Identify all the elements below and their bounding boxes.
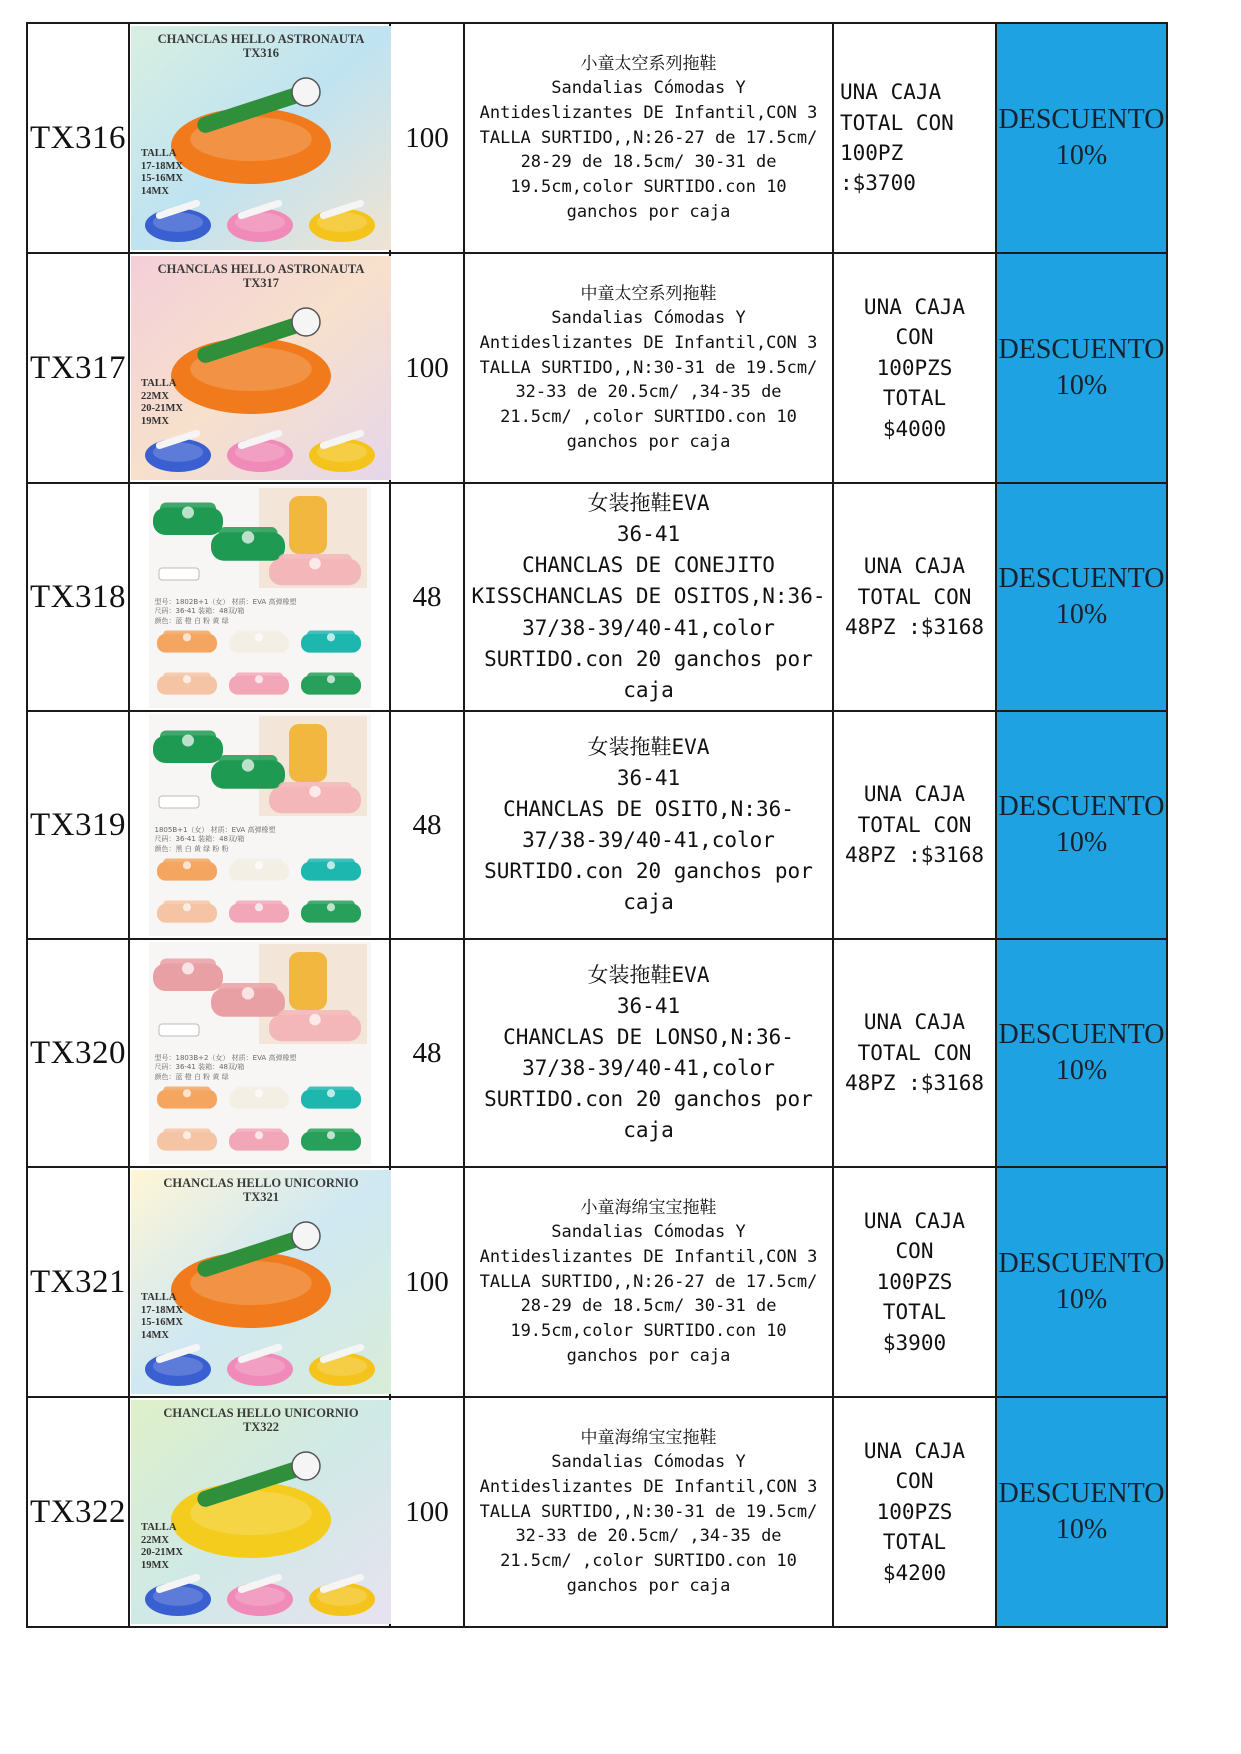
slide-shape: [153, 503, 223, 536]
discount-value: 10%: [1055, 1284, 1108, 1315]
slide-shape: [153, 959, 223, 992]
price-line: 100PZS TOTAL: [876, 1269, 953, 1325]
description-line: 中童太空系列拖鞋: [580, 283, 717, 304]
product-image: [149, 714, 371, 936]
description-line: 36-41: [616, 765, 681, 790]
product-description: [464, 1167, 833, 1397]
description-line: 36-41: [616, 993, 681, 1018]
description-line: 小童太空系列拖鞋: [580, 53, 717, 74]
description-line: ganchos por caja: [566, 431, 731, 452]
slide-shape: [157, 673, 217, 695]
discount-label: DESCUENTO: [998, 1477, 1165, 1509]
description-line: Sandalias Cómodas Y: [551, 308, 746, 329]
product-row: [27, 23, 1167, 253]
product-image: [149, 486, 371, 708]
price-line: UNA CAJA CON: [863, 294, 966, 350]
product-image-cell: [129, 939, 390, 1167]
price-line: 48PZ :$3168: [844, 843, 985, 868]
description-line: 36-41: [616, 522, 681, 547]
quantity: 48: [390, 939, 464, 1167]
poster-size-list: TALLA 17-18MX 15-16MX 14MX: [141, 1292, 183, 1341]
description-line: caja: [623, 1118, 674, 1143]
charm-icon: [292, 1222, 320, 1250]
description-line: 小童海绵宝宝拖鞋: [580, 1197, 717, 1218]
discount-value: 10%: [1055, 140, 1108, 171]
tag-icon: [159, 568, 199, 580]
foot-sock: [289, 496, 327, 554]
quantity: 100: [390, 1397, 464, 1627]
description-line: CHANCLAS DE OSITO,N:36-: [503, 796, 794, 821]
slide-shape: [211, 983, 285, 1017]
charm-icon: [292, 78, 320, 106]
description-line: Antideslizantes DE Infantil,CON 3: [479, 1247, 818, 1268]
product-image: [131, 1170, 391, 1394]
price-info: [833, 483, 996, 711]
poster-title-code: TX322: [242, 1420, 280, 1435]
discount-value: 10%: [1055, 827, 1108, 858]
product-image-cell: [129, 711, 390, 939]
description-line: CHANCLAS DE LONSO,N:36-: [503, 1024, 794, 1049]
price-info: [833, 23, 996, 253]
product-description: [464, 711, 833, 939]
catalog-sheet: [26, 22, 1166, 1628]
price-info: [833, 1167, 996, 1397]
description-line: 37/38-39/40-41,color: [522, 1056, 775, 1080]
spec-label: 1805B+1（女） 材质：EVA 高弹橡塑 尺码：36-41 装箱：48双/箱 颜色：黑 白 黄 绿 粉 粉: [154, 826, 276, 853]
slide-shape: [229, 1129, 289, 1151]
poster-title-line1: CHANCLAS HELLO UNICORNIO: [163, 1406, 359, 1420]
description-line: 21.5cm/ ,color SURTIDO.con 10: [500, 406, 797, 427]
price-line: UNA CAJA: [863, 1010, 966, 1035]
description-line: Antideslizantes DE Infantil,CON 3: [479, 1477, 818, 1498]
product-row: [27, 939, 1167, 1167]
price-info: [833, 939, 996, 1167]
price-text: [845, 779, 984, 870]
poster-size-list: TALLA 17-18MX 15-16MX 14MX: [141, 148, 183, 197]
foot-sock: [289, 952, 327, 1010]
description-line: TALLA SURTIDO,,N:30-31 de 19.5cm/: [479, 1501, 818, 1522]
product-image-cell: [129, 1397, 390, 1627]
poster-title: [131, 1176, 391, 1205]
description-line: ganchos por caja: [566, 1575, 731, 1596]
product-description: [464, 253, 833, 483]
product-code: TX320: [27, 939, 129, 1167]
spec-label: 型号：1802B+1（女） 材质：EVA 高弹橡塑 尺码：36-41 装箱：48双/箱 颜色：蓝 橙 白 粉 黄 绿: [154, 598, 297, 625]
description-line: ganchos por caja: [566, 201, 731, 222]
poster-title: [131, 1406, 391, 1435]
quantity: 100: [390, 23, 464, 253]
price-text: [840, 1436, 989, 1588]
description-line: TALLA SURTIDO,,N:30-31 de 19.5cm/: [479, 357, 818, 378]
quantity: 100: [390, 1167, 464, 1397]
foot-sock: [289, 724, 327, 782]
product-row: [27, 253, 1167, 483]
price-line: TOTAL CON: [857, 584, 972, 609]
price-info: [833, 1397, 996, 1627]
price-text: [840, 292, 989, 444]
description-line: 中童海绵宝宝拖鞋: [580, 1427, 717, 1448]
discount-badge: [996, 1167, 1167, 1397]
price-line: TOTAL CON: [840, 110, 954, 135]
product-image-cell: [129, 23, 390, 253]
product-table: [26, 22, 1168, 1628]
discount-value: 10%: [1055, 1055, 1108, 1086]
slide-shape: [301, 901, 361, 923]
slide-shape: [229, 1087, 289, 1109]
discount-badge: [996, 711, 1167, 939]
product-description: [464, 939, 833, 1167]
slide-shape: [211, 527, 285, 561]
product-row: [27, 1397, 1167, 1627]
quantity: 48: [390, 483, 464, 711]
discount-badge: [996, 939, 1167, 1167]
slide-shape: [157, 1129, 217, 1151]
price-line: UNA CAJA: [863, 554, 966, 579]
charm-icon: [292, 308, 320, 336]
product-image: [131, 26, 391, 250]
discount-badge: [996, 1397, 1167, 1627]
price-info: [833, 711, 996, 939]
description-line: SURTIDO.con 20 ganchos por: [484, 859, 813, 884]
price-line: 48PZ :$3168: [844, 615, 985, 640]
product-description: [464, 483, 833, 711]
description-line: Sandalias Cómodas Y: [551, 1452, 746, 1473]
price-text: [845, 551, 984, 642]
poster-title-line1: CHANCLAS HELLO ASTRONAUTA: [157, 262, 365, 276]
description-line: 21.5cm/ ,color SURTIDO.con 10: [500, 1550, 797, 1571]
description-line: CHANCLAS DE CONEJITO: [522, 553, 775, 578]
slide-shape: [153, 731, 223, 764]
slide-shape: [229, 673, 289, 695]
discount-value: 10%: [1055, 370, 1108, 401]
slide-shape: [157, 859, 217, 881]
description-line: Antideslizantes DE Infantil,CON 3: [479, 103, 818, 124]
charm-icon: [292, 1452, 320, 1480]
product-code: TX317: [27, 253, 129, 483]
description-line: SURTIDO.con 20 ganchos por: [484, 1087, 813, 1112]
product-code: TX316: [27, 23, 129, 253]
description-line: 37/38-39/40-41,color: [522, 615, 775, 640]
product-description: [464, 23, 833, 253]
price-line: 100PZS TOTAL: [876, 355, 953, 411]
description-line: Sandalias Cómodas Y: [551, 78, 746, 99]
product-image: [149, 942, 371, 1164]
discount-label: DESCUENTO: [998, 1247, 1165, 1279]
discount-label: DESCUENTO: [998, 333, 1165, 365]
price-text: [840, 77, 989, 199]
price-line: UNA CAJA: [863, 782, 966, 807]
slide-shape: [301, 673, 361, 695]
product-image: [131, 256, 391, 480]
product-image-cell: [129, 253, 390, 483]
slide-shape: [301, 859, 361, 881]
slide-shape: [157, 631, 217, 653]
price-line: $3900: [882, 1330, 947, 1355]
price-line: $4200: [882, 1560, 947, 1585]
slide-shape: [269, 782, 361, 813]
poster-size-list: TALLA 22MX 20-21MX 19MX: [141, 1522, 183, 1571]
poster-title: [131, 262, 391, 291]
slide-shape: [301, 631, 361, 653]
slide-shape: [157, 1087, 217, 1109]
product-code: TX318: [27, 483, 129, 711]
poster-title-code: TX316: [242, 46, 280, 61]
slide-shape: [301, 1087, 361, 1109]
slide-shape: [211, 755, 285, 789]
description-line: 32-33 de 20.5cm/ ,34-35 de: [515, 382, 782, 403]
product-image-art: [149, 486, 371, 708]
poster-title: [131, 32, 391, 61]
description-line: 37/38-39/40-41,color: [522, 828, 775, 852]
description-line: ganchos por caja: [566, 1345, 731, 1366]
description-line: 19.5cm,color SURTIDO.con 10: [510, 1320, 787, 1341]
price-line: UNA CAJA CON: [863, 1208, 966, 1264]
price-line: 100PZ :$3700: [840, 141, 916, 196]
description-line: caja: [623, 890, 674, 915]
product-image-cell: [129, 1167, 390, 1397]
description-line: Antideslizantes DE Infantil,CON 3: [479, 333, 818, 354]
product-description: [464, 1397, 833, 1627]
price-text: [845, 1007, 984, 1098]
product-row: [27, 483, 1167, 711]
discount-label: DESCUENTO: [998, 790, 1165, 822]
product-code: TX319: [27, 711, 129, 939]
product-row: [27, 711, 1167, 939]
slide-shape: [301, 1129, 361, 1151]
description-line: Sandalias Cómodas Y: [551, 1222, 746, 1243]
price-line: UNA CAJA: [840, 80, 942, 105]
description-line: 女装拖鞋EVA: [587, 734, 710, 759]
poster-title-code: TX321: [242, 1190, 280, 1205]
product-code: TX321: [27, 1167, 129, 1397]
discount-label: DESCUENTO: [998, 1018, 1165, 1050]
description-line: TALLA SURTIDO,,N:26-27 de 17.5cm/: [479, 1271, 818, 1292]
product-image-art: [149, 714, 371, 936]
slide-shape: [229, 859, 289, 881]
poster-title-code: TX317: [242, 276, 280, 291]
poster-size-list: TALLA 22MX 20-21MX 19MX: [141, 378, 183, 427]
poster-title-line1: CHANCLAS HELLO ASTRONAUTA: [157, 32, 365, 46]
description-line: 女装拖鞋EVA: [587, 962, 710, 987]
price-line: 48PZ :$3168: [844, 1071, 985, 1096]
price-line: TOTAL CON: [857, 812, 972, 837]
quantity: 100: [390, 253, 464, 483]
product-image: [131, 1400, 391, 1624]
poster-title-line1: CHANCLAS HELLO UNICORNIO: [163, 1176, 359, 1190]
discount-label: DESCUENTO: [998, 562, 1165, 594]
description-line: 28-29 de 18.5cm/ 30-31 de: [520, 1296, 777, 1317]
quantity: 48: [390, 711, 464, 939]
description-line: TALLA SURTIDO,,N:26-27 de 17.5cm/: [479, 127, 818, 148]
description-line: KISSCHANCLAS DE OSITOS,N:36-: [471, 584, 826, 609]
discount-value: 10%: [1055, 1514, 1108, 1545]
price-text: [840, 1206, 989, 1358]
slide-shape: [269, 554, 361, 585]
slide-shape: [269, 1010, 361, 1041]
price-line: $4000: [882, 416, 947, 441]
description-line: 女装拖鞋EVA: [587, 491, 710, 516]
slide-shape: [157, 901, 217, 923]
description-line: 32-33 de 20.5cm/ ,34-35 de: [515, 1526, 782, 1547]
description-line: caja: [623, 677, 674, 702]
slide-shape: [229, 901, 289, 923]
product-image-cell: [129, 483, 390, 711]
slide-shape: [229, 631, 289, 653]
tag-icon: [159, 1024, 199, 1036]
product-image-art: [149, 942, 371, 1164]
tag-icon: [159, 796, 199, 808]
discount-value: 10%: [1055, 599, 1108, 630]
description-line: SURTIDO.con 20 ganchos por: [484, 646, 813, 671]
discount-badge: [996, 483, 1167, 711]
description-line: 19.5cm,color SURTIDO.con 10: [510, 176, 787, 197]
description-line: 28-29 de 18.5cm/ 30-31 de: [520, 152, 777, 173]
spec-label: 型号：1803B+2（女） 材质：EVA 高弹橡塑 尺码：36-41 装箱：48双/箱 颜色：蓝 橙 白 粉 黄 绿: [154, 1054, 297, 1081]
price-line: 100PZS TOTAL: [876, 1499, 953, 1555]
discount-badge: [996, 253, 1167, 483]
discount-label: DESCUENTO: [998, 103, 1165, 135]
price-info: [833, 253, 996, 483]
product-code: TX322: [27, 1397, 129, 1627]
product-row: [27, 1167, 1167, 1397]
price-line: UNA CAJA CON: [863, 1438, 966, 1494]
price-line: TOTAL CON: [857, 1040, 972, 1065]
discount-badge: [996, 23, 1167, 253]
